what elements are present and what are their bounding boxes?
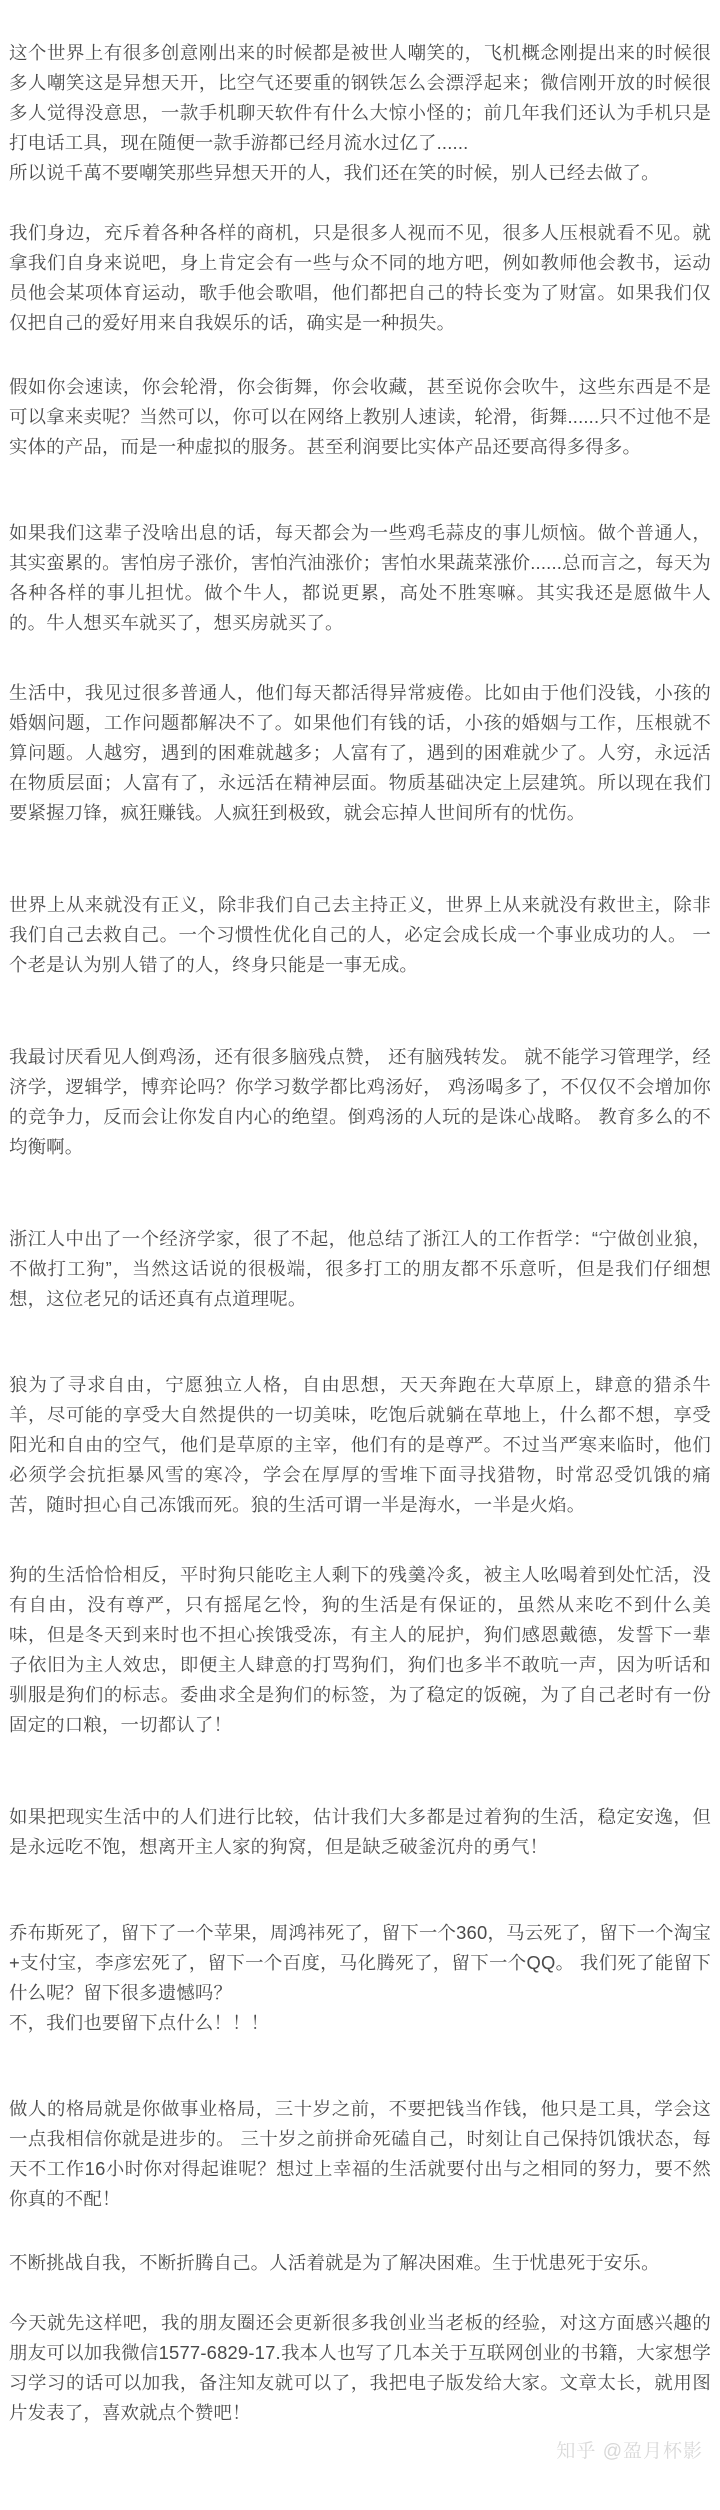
article-paragraph: 我最讨厌看见人倒鸡汤，还有很多脑残点赞， 还有脑残转发。 就不能学习管理学，经济学，逻辑学，博弈论吗？你学习数学都比鸡汤好， 鸡汤喝多了，不仅仅不会增加你的竞争力，反而会让你发自内心的绝望。倒鸡汤的人玩的是诛心战略。 教育多么的不均衡啊。 — [9, 1046, 711, 1157]
article-paragraph: 乔布斯死了，留下了一个苹果，周鸿祎死了，留下一个360，马云死了，留下一个淘宝+支付宝，李彦宏死了，留下一个百度，马化腾死了，留下一个QQ。 我们死了能留下什么呢？留下很多遗憾吗？ — [9, 1922, 711, 2003]
article-paragraph: 不，我们也要留下点什么！！！ — [9, 2012, 270, 2033]
article-paragraph: 如果把现实生活中的人们进行比较，估计我们大多都是过着狗的生活，稳定安逸，但是永远吃不饱，想离开主人家的狗窝，但是缺乏破釜沉舟的勇气！ — [9, 1806, 711, 1857]
zhihu-watermark — [9, 2438, 711, 2466]
article-paragraph: 不断挑战自我，不断折腾自己。人活着就是为了解决困难。生于忧患死于安乐。 — [9, 2252, 660, 2273]
article-paragraph: 今天就先这样吧，我的朋友圈还会更新很多我创业当老板的经验，对这方面感兴趣的朋友可以加我微信1577-6829-17.我本人也写了几本关于互联网创业的书籍，大家想学习学习的话可以加我，备注知友就可以了，我把电子版发给大家。文章太长，就用图片发表了，喜欢就点个赞吧！ — [9, 2312, 711, 2423]
article-paragraph: 狗的生活恰恰相反，平时狗只能吃主人剩下的残羹冷炙，被主人吆喝着到处忙活，没有自由，没有尊严，只有摇尾乞怜，狗的生活是有保证的，虽然从来吃不到什么美味，但是冬天到来时也不担心挨饿受冻，有主人的屁护，狗们感恩戴德，发誓下一辈子依旧为主人效忠，即便主人肆意的打骂狗们，狗们也多半不敢吭一声，因为听话和驯服是狗们的标志。委曲求全是狗们的标签，为了稳定的饭碗，为了自己老时有一份固定的口粮，一切都认了！ — [9, 1564, 711, 1735]
article-paragraph: 浙江人中出了一个经济学家，很了不起，他总结了浙江人的工作哲学：“宁做创业狼，不做打工狗”，当然这话说的很极端，很多打工的朋友都不乐意听，但是我们仔细想想，这位老兄的话还真有点道理呢。 — [9, 1228, 711, 1309]
article-paragraph: 如果我们这辈子没啥出息的话，每天都会为一些鸡毛蒜皮的事儿烦恼。做个普通人，其实蛮累的。害怕房子涨价，害怕汽油涨价；害怕水果蔬菜涨价......总而言之，每天为各种各样的事儿担忧。做个牛人，都说更累，高处不胜寒嘛。其实我还是愿做牛人的。牛人想买车就买了，想买房就买了。 — [9, 522, 711, 633]
zhihu-watermark-text: 知乎 @盈月杯影 — [556, 2441, 703, 2462]
article-paragraph: 所以说千萬不要嘲笑那些异想天开的人，我们还在笑的时候，别人已经去做了。 — [9, 162, 660, 183]
article-paragraph: 这个世界上有很多创意刚出来的时候都是被世人嘲笑的，飞机概念刚提出来的时候很多人嘲笑这是异想天开，比空气还要重的钢铁怎么会漂浮起来；微信刚开放的时候很多人觉得没意思，一款手机聊天软件有什么大惊小怪的；前几年我们还认为手机只是打电话工具，现在随便一款手游都已经月流水过亿了...... — [9, 42, 711, 153]
article-paragraph: 世界上从来就没有正义，除非我们自己去主持正义，世界上从来就没有救世主，除非我们自己去救自己。一个习惯性优化自己的人，必定会成长成一个事业成功的人。 一个老是认为别人错了的人，终身只能是一事无成。 — [9, 894, 711, 975]
article-paragraph: 生活中，我见过很多普通人，他们每天都活得异常疲倦。比如由于他们没钱，小孩的婚姻问题，工作问题都解决不了。如果他们有钱的话，小孩的婚姻与工作，压根就不算问题。人越穷，遇到的困难就越多；人富有了，遇到的困难就少了。人穷，永远活在物质层面；人富有了，永远活在精神层面。物质基础决定上层建筑。所以现在我们要紧握刀锋，疯狂赚钱。人疯狂到极致，就会忘掉人世间所有的忧伤。 — [9, 682, 711, 823]
article-paragraph: 狼为了寻求自由，宁愿独立人格，自由思想，天天奔跑在大草原上，肆意的猎杀牛羊，尽可能的享受大自然提供的一切美味，吃饱后就躺在草地上，什么都不想，享受阳光和自由的空气，他们是草原的主宰，他们有的是尊严。不过当严寒来临时，他们必须学会抗拒暴风雪的寒冷，学会在厚厚的雪堆下面寻找猎物，时常忍受饥饿的痛苦，随时担心自己冻饿而死。狼的生活可谓一半是海水，一半是火焰。 — [9, 1374, 711, 1515]
article-paragraph: 假如你会速读，你会轮滑，你会街舞，你会收藏，甚至说你会吹牛，这些东西是不是可以拿来卖呢？当然可以，你可以在网络上教别人速读，轮滑，街舞......只不过他不是实体的产品，而是一种虚拟的服务。甚至利润要比实体产品还要高得多得多。 — [9, 376, 711, 457]
article-paragraph: 做人的格局就是你做事业格局，三十岁之前，不要把钱当作钱，他只是工具，学会这一点我相信你就是进步的。 三十岁之前拼命死磕自己，时刻让自己保持饥饿状态，每天不工作16小时你对得起谁呢？想过上幸福的生活就要付出与之相同的努力，要不然你真的不配！ — [9, 2098, 711, 2209]
article-paragraph: 我们身边，充斥着各种各样的商机，只是很多人视而不见，很多人压根就看不见。就拿我们自身来说吧，身上肯定会有一些与众不同的地方吧，例如教师他会教书，运动员他会某项体育运动，歌手他会歌唱，他们都把自己的特长变为了财富。如果我们仅仅把自己的爱好用来自我娱乐的话，确实是一种损失。 — [9, 222, 711, 333]
